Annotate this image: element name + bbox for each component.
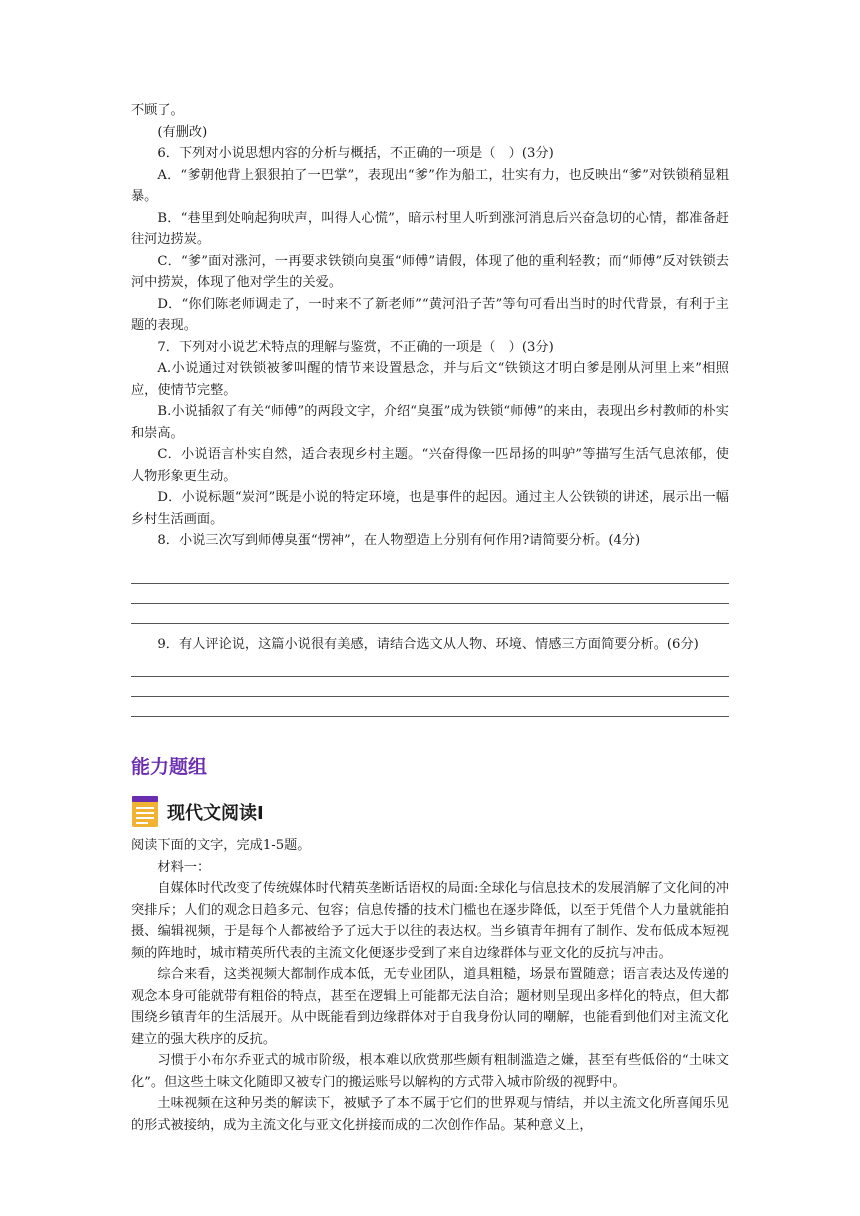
question-6-option-c: C．“爹”面对涨河，一再要求铁锁向臭蛋“师傅”请假，体现了他的重利轻教；而“师傅”反对铁锁去河中捞炭，体现了他对学生的关爱。 bbox=[131, 253, 729, 290]
text-line-end: 不顾了。 bbox=[131, 103, 184, 118]
subsection-header bbox=[131, 795, 729, 829]
answer-line[interactable] bbox=[131, 697, 729, 717]
question-6-option-d: D．“你们陈老师调走了，一时来不了新老师”“黄河沿子苦”等句可看出当时的时代背景，有利于主题的表现。 bbox=[131, 296, 729, 333]
answer-line[interactable] bbox=[131, 604, 729, 624]
document-page bbox=[131, 100, 729, 1136]
question-7-option-b: B.小说插叙了有关“师傅”的两段文字，介绍“臭蛋”成为铁锁“师傅”的来由，表现出乡村教师的朴实和崇高。 bbox=[131, 404, 729, 441]
question-6: 6．下列对小说思想内容的分析与概括，不正确的一项是（ ）(3分) bbox=[157, 146, 554, 161]
notepad-icon bbox=[131, 796, 159, 828]
section-title: 能力题组 bbox=[131, 756, 208, 778]
answer-line[interactable] bbox=[131, 677, 729, 697]
question-7-option-d: D．小说标题“炭河”既是小说的特定环境，也是事件的起因。通过主人公铁锁的讲述，展示出一幅乡村生活画面。 bbox=[131, 490, 729, 527]
question-7-option-a: A.小说通过对铁锁被爹叫醒的情节来设置悬念，并与后文“铁锁这才明白爹是刚从河里上来”相照应，使情节完整。 bbox=[131, 361, 729, 398]
question-6-option-a: A．“爹朝他背上狠狠拍了一巴掌”，表现出“爹”作为船工，壮实有力，也反映出“爹”对铁锁稍显粗暴。 bbox=[131, 167, 729, 204]
reading-paragraph: 土味视频在这种另类的解读下，被赋予了本不属于它们的世界观与情结，并以主流文化所喜闻乐见的形式被接纳，成为主流文化与亚文化拼接而成的二次创作作品。某种意义上， bbox=[131, 1096, 729, 1133]
question-9: 9．有人评论说，这篇小说很有美感，请结合选文从人物、环境、情感三方面简要分析。(6分) bbox=[157, 636, 699, 652]
material-label: 材料一： bbox=[157, 859, 211, 875]
question-8: 8．小说三次写到师傅臭蛋“愣神”，在人物塑造上分别有何作用?请简要分析。(4分) bbox=[157, 533, 641, 548]
source-note: (有删改) bbox=[157, 124, 208, 140]
answer-line[interactable] bbox=[131, 584, 729, 604]
question-7: 7．下列对小说艺术特点的理解与鉴赏，不正确的一项是（ ）(3分) bbox=[157, 339, 554, 355]
question-6-option-b: B．“巷里到处响起狗吠声，叫得人心慌”，暗示村里人听到涨河消息后兴奋急切的心情，都准备赶往河边捞炭。 bbox=[131, 210, 729, 247]
reading-paragraph: 自媒体时代改变了传统媒体时代精英垄断话语权的局面:全球化与信息技术的发展消解了文化间的冲突排斥；人们的观念日趋多元、包容；信息传播的技术门槛也在逐步降低，以至于凭借个人力量就能拍摄、编辑视频，于是每个人都被给予了远大于以往的表达权。当乡镇青年拥有了制作、发布低成本短视频的阵地时，城市精英所代表的主流文化便逐步受到了来自边缘群体与亚文化的反抗与冲击。 bbox=[131, 881, 729, 961]
subsection-title: 现代文阅读Ⅰ bbox=[167, 803, 264, 824]
answer-line[interactable] bbox=[131, 657, 729, 677]
reading-paragraph: 习惯于小布尔乔亚式的城市阶级，根本难以欣赏那些颇有粗制滥造之嫌，甚至有些低俗的“土味文化”。但这些土味文化随即又被专门的搬运账号以解构的方式带入城市阶级的视野中。 bbox=[131, 1053, 729, 1090]
question-7-option-c: C．小说语言朴实自然，适合表现乡村主题。“兴奋得像一匹昂扬的叫驴”等描写生活气息浓郁，使人物形象更生动。 bbox=[131, 447, 729, 484]
reading-instruction: 阅读下面的文字，完成1-5题。 bbox=[131, 838, 311, 853]
answer-line[interactable] bbox=[131, 564, 729, 584]
reading-paragraph: 综合来看，这类视频大都制作成本低，无专业团队，道具粗糙，场景布置随意；语言表达及传递的观念本身可能就带有粗俗的特点，甚至在逻辑上可能都无法自洽；题材则呈现出多样化的特点，但大都围绕乡镇青年的生活展开。从中既能看到边缘群体对于自我身份认同的嘲解，也能看到他们对主流文化建立的强大秩序的反抗。 bbox=[131, 967, 729, 1047]
